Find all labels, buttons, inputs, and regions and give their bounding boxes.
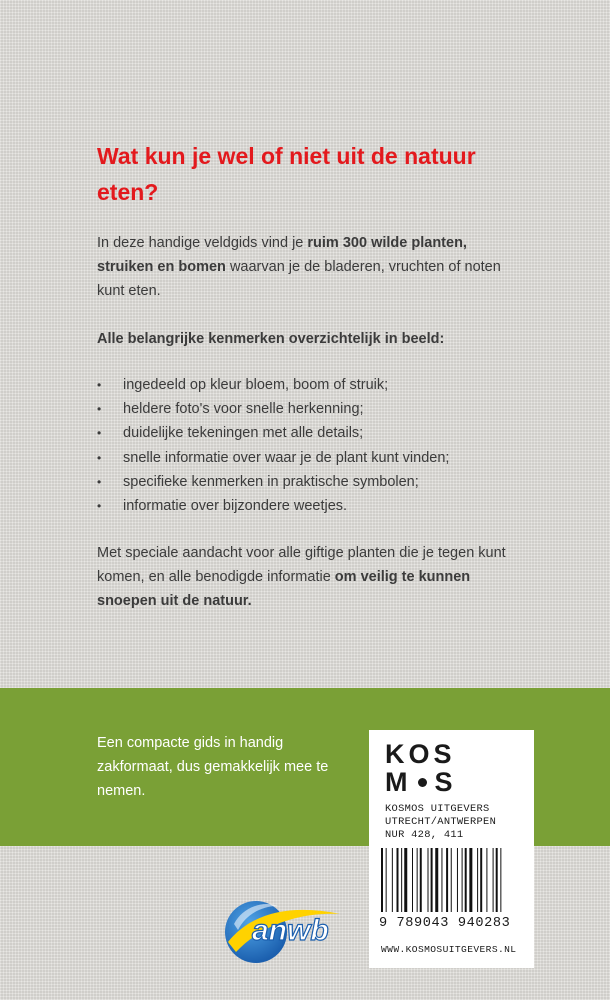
- barcode-bar: [496, 848, 498, 912]
- bullet-icon: •: [97, 426, 102, 441]
- isbn-number: 9 789043 940283: [379, 916, 511, 931]
- closing-highlight: om veilig te kunnen snoepen uit de natuur.: [97, 569, 471, 609]
- feature-list: [97, 373, 517, 518]
- barcode-bar: [392, 848, 393, 912]
- barcode-bar: [401, 848, 402, 912]
- barcode-bar: [446, 848, 448, 912]
- feature-item: [97, 373, 517, 397]
- feature-item: [97, 421, 517, 445]
- closing-paragraph: [97, 541, 517, 613]
- barcode-bar: [431, 848, 433, 912]
- headline: Wat kun je wel of niet uit de natuur eten?: [97, 143, 476, 205]
- feature-text: specifieke kenmerken in praktische symbolen;: [123, 473, 419, 490]
- nur-code: NUR 428, 411: [385, 829, 464, 841]
- publisher-name: KOSMOS UITGEVERS: [385, 803, 490, 815]
- anwb-logo: [222, 890, 352, 970]
- barcode-bar: [500, 848, 501, 912]
- barcode-bar: [381, 848, 383, 912]
- feature-item: [97, 397, 517, 421]
- barcode-bar: [493, 848, 494, 912]
- bullet-icon: •: [97, 474, 102, 489]
- publisher-url: WWW.KOSMOSUITGEVERS.NL: [381, 944, 517, 955]
- bullet-icon: •: [97, 450, 102, 465]
- feature-text: ingedeeld op kleur bloem, boom of struik;: [123, 377, 389, 393]
- logo-letter-s: S: [434, 767, 457, 797]
- barcode-bar: [486, 848, 487, 912]
- logo-letter-m: M: [385, 767, 412, 797]
- barcode-bar: [417, 848, 418, 912]
- feature-text: heldere foto's voor snelle herkenning;: [123, 401, 364, 418]
- feature-item: [97, 470, 517, 494]
- barcode-bar: [420, 848, 422, 912]
- barcode-bar: [412, 848, 413, 912]
- feature-text: snelle informatie over waar je de plant kunt vinden;: [123, 449, 450, 466]
- barcode-bar: [477, 848, 478, 912]
- barcode-bar: [465, 848, 467, 912]
- anwb-wordmark: anwb: [252, 914, 329, 947]
- barcode-bar: [457, 848, 458, 912]
- barcode-bar: [428, 848, 429, 912]
- publisher-info: [385, 803, 496, 842]
- logo-dot-icon: [418, 778, 427, 787]
- barcode-bar: [441, 848, 442, 912]
- feature-item: [97, 494, 517, 518]
- barcode-bar: [435, 848, 438, 912]
- closing-text: Met speciale aandacht voor alle giftige planten die je tegen kunt komen, en alle benodigde informatie: [97, 545, 506, 585]
- feature-item: [97, 446, 517, 470]
- barcode-bar: [480, 848, 482, 912]
- intro-text-end: waarvan je de bladeren, vruchten of noten kunt eten.: [97, 259, 501, 299]
- barcode-bar: [404, 848, 407, 912]
- features-heading: Alle belangrijke kenmerken overzichtelijk in beeld:: [97, 331, 445, 347]
- barcode-bar: [397, 848, 399, 912]
- barcode-bar: [386, 848, 387, 912]
- bullet-icon: •: [97, 402, 102, 417]
- intro-highlight: ruim 300 wilde planten, struiken en bomen: [97, 235, 467, 275]
- logo-line2: [385, 768, 465, 796]
- barcode: [379, 848, 525, 916]
- intro-text: In deze handige veldgids vind je: [97, 235, 308, 251]
- barcode-bar: [469, 848, 472, 912]
- publisher-city: UTRECHT/ANTWERPEN: [385, 816, 497, 828]
- logo-line1: KOS: [385, 739, 456, 769]
- barcode-bar: [462, 848, 463, 912]
- feature-text: duidelijke tekeningen met alle details;: [123, 425, 364, 442]
- bullet-icon: •: [97, 378, 102, 392]
- kosmos-logo: [385, 740, 465, 796]
- barcode-panel: [369, 730, 534, 968]
- barcode-bar: [451, 848, 452, 912]
- bullet-icon: •: [97, 499, 102, 514]
- intro-paragraph: [97, 231, 517, 303]
- band-text: Een compacte gids in handig zakformaat, dus gemakkelijk mee te nemen.: [97, 735, 329, 799]
- feature-text: informatie over bijzondere weetjes.: [123, 498, 348, 515]
